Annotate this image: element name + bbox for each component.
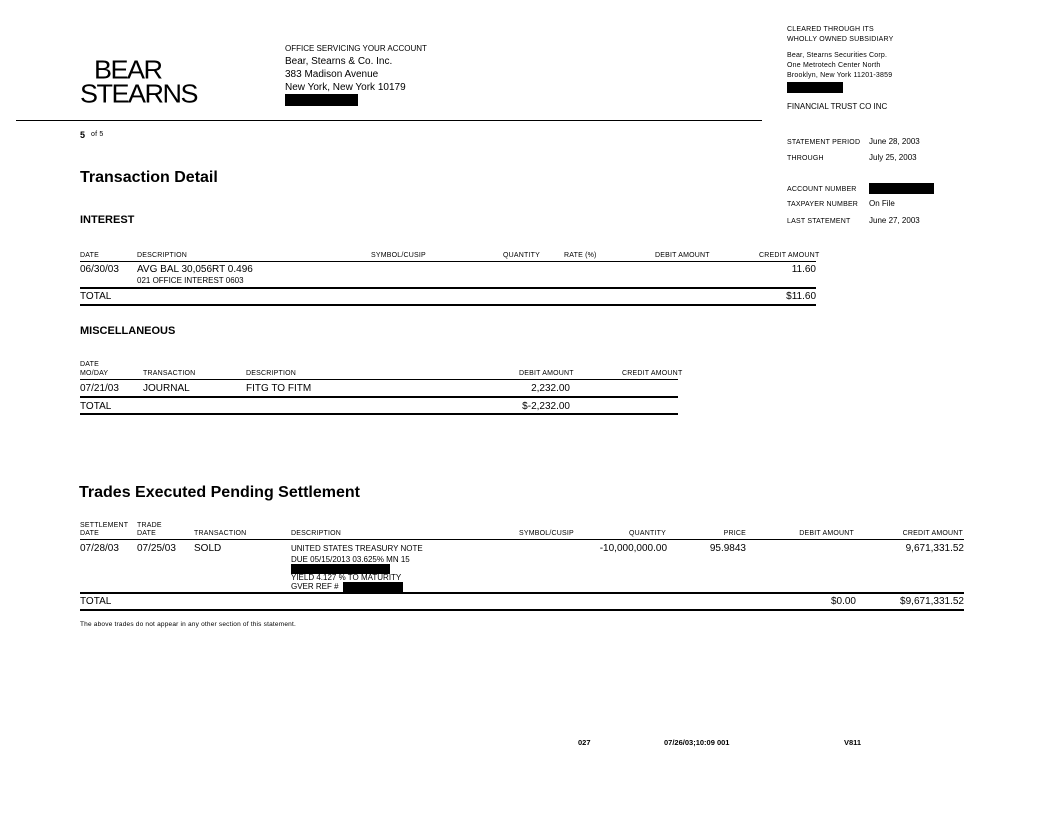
interest-total-credit: $11.60: [786, 291, 816, 302]
page-of: of 5: [91, 131, 104, 138]
misc-total-debit: $-2,232.00: [522, 401, 570, 412]
misc-col-debit: DEBIT AMOUNT: [519, 370, 574, 377]
misc-section-title: MISCELLANEOUS: [80, 325, 176, 337]
through-value: July 25, 2003: [869, 153, 917, 162]
last-statement-label: LAST STATEMENT: [787, 218, 851, 225]
taxpayer-label: TAXPAYER NUMBER: [787, 201, 859, 208]
trades-row-quantity: -10,000,000.00: [599, 543, 667, 554]
account-number-label: ACCOUNT NUMBER: [787, 186, 857, 193]
trades-col-trade: TRADE: [137, 522, 162, 529]
cleared-line2: WHOLLY OWNED SUBSIDIARY: [787, 36, 894, 43]
through-label: THROUGH: [787, 155, 824, 162]
trades-total-credit: $9,671,331.52: [900, 596, 964, 607]
interest-row-desc2: 021 OFFICE INTEREST 0603: [137, 276, 244, 285]
last-statement-value: June 27, 2003: [869, 216, 920, 225]
office-label: OFFICE SERVICING YOUR ACCOUNT: [285, 44, 427, 53]
misc-col-moday: MO/DAY: [80, 370, 109, 377]
interest-header-rule: [80, 261, 816, 262]
trades-col-description: DESCRIPTION: [291, 530, 342, 537]
account-number-redacted: [869, 183, 934, 194]
office-address2: New York, New York 10179: [285, 82, 406, 93]
interest-col-debit: DEBIT AMOUNT: [655, 252, 710, 259]
trades-col-trade-date: DATE: [137, 530, 156, 537]
footer-timestamp: 07/26/03;10:09 001: [664, 738, 730, 747]
trades-col-settlement-date: DATE: [80, 530, 99, 537]
bear-stearns-logo-line1: BEAR: [94, 55, 162, 85]
redaction-block: [285, 94, 358, 106]
statement-period-label: STATEMENT PERIOD: [787, 139, 861, 146]
misc-row-description: FITG TO FITM: [246, 383, 312, 394]
trades-row-desc2: DUE 05/15/2013 03.625% MN 15: [291, 555, 410, 564]
footer-code-right: V811: [844, 738, 862, 747]
interest-col-date: DATE: [80, 252, 99, 259]
misc-total-rule-top: [80, 396, 678, 398]
misc-col-description: DESCRIPTION: [246, 370, 297, 377]
interest-col-symbol: SYMBOL/CUSIP: [371, 252, 426, 259]
interest-section-title: INTEREST: [80, 214, 135, 226]
cleared-line1: CLEARED THROUGH ITS: [787, 26, 874, 33]
office-name: Bear, Stearns & Co. Inc.: [285, 56, 393, 67]
trades-row-price: 95.9843: [709, 543, 746, 554]
trades-total-debit: $0.00: [830, 596, 856, 607]
trades-row-desc3: YIELD 4.127 % TO MATURITY: [291, 573, 402, 582]
trades-col-quantity: QUANTITY: [629, 530, 666, 537]
interest-col-description: DESCRIPTION: [137, 252, 188, 259]
misc-row-transaction: JOURNAL: [143, 383, 190, 394]
misc-col-date: DATE: [80, 361, 99, 368]
misc-row-debit: 2,232.00: [531, 383, 570, 394]
page-number: 5: [80, 130, 86, 140]
trades-row-desc1: UNITED STATES TREASURY NOTE: [291, 544, 423, 553]
trades-total-rule-bottom: [80, 609, 964, 611]
statement-period-value: June 28, 2003: [869, 137, 920, 146]
trades-row-desc4: GVER REF #: [291, 582, 339, 591]
bear-stearns-logo-line2: STEARNS: [80, 79, 198, 109]
interest-total-label: TOTAL: [80, 291, 112, 302]
trades-row-transaction: SOLD: [194, 543, 222, 554]
page-title: Transaction Detail: [80, 169, 218, 186]
trades-col-symbol: SYMBOL/CUSIP: [519, 530, 574, 537]
footer-code-left: 027: [578, 738, 591, 747]
header-divider: [16, 120, 762, 121]
trades-row-credit: 9,671,331.52: [905, 543, 964, 554]
trades-total-label: TOTAL: [80, 596, 112, 607]
client-name: FINANCIAL TRUST CO INC: [787, 102, 888, 111]
misc-col-credit: CREDIT AMOUNT: [622, 370, 683, 377]
trades-header-rule: [80, 539, 964, 540]
interest-total-rule-top: [80, 287, 816, 289]
trades-col-price: PRICE: [723, 530, 746, 537]
interest-row-date: 06/30/03: [80, 264, 119, 275]
trades-col-debit: DEBIT AMOUNT: [799, 530, 854, 537]
misc-row-date: 07/21/03: [80, 383, 119, 394]
trades-col-credit: CREDIT AMOUNT: [902, 530, 963, 537]
subsidiary-name: Bear, Stearns Securities Corp.: [787, 52, 888, 59]
taxpayer-value: On File: [869, 199, 895, 208]
trades-section-title: Trades Executed Pending Settlement: [79, 484, 360, 501]
office-address1: 383 Madison Avenue: [285, 69, 379, 80]
misc-total-label: TOTAL: [80, 401, 112, 412]
interest-col-quantity: QUANTITY: [503, 252, 540, 259]
misc-col-transaction: TRANSACTION: [143, 370, 196, 377]
trades-row-settle-date: 07/28/03: [80, 543, 119, 554]
trades-footnote: The above trades do not appear in any other section of this statement.: [80, 621, 296, 628]
misc-total-rule-bottom: [80, 413, 678, 415]
interest-row-desc1: AVG BAL 30,056RT 0.496: [137, 264, 253, 275]
interest-col-credit: CREDIT AMOUNT: [759, 252, 820, 259]
interest-row-credit: 11.60: [791, 264, 816, 275]
subsidiary-address2: Brooklyn, New York 11201-3859: [787, 72, 893, 79]
subsidiary-address1: One Metrotech Center North: [787, 62, 881, 69]
interest-total-rule-bottom: [80, 304, 816, 306]
trades-col-settlement: SETTLEMENT: [80, 522, 129, 529]
misc-header-rule: [80, 379, 678, 380]
trades-row-trade-date: 07/25/03: [137, 543, 176, 554]
interest-col-rate: RATE (%): [564, 252, 597, 259]
trades-total-rule-top: [80, 592, 964, 594]
trades-col-transaction: TRANSACTION: [194, 530, 247, 537]
redaction-block: [787, 82, 843, 93]
